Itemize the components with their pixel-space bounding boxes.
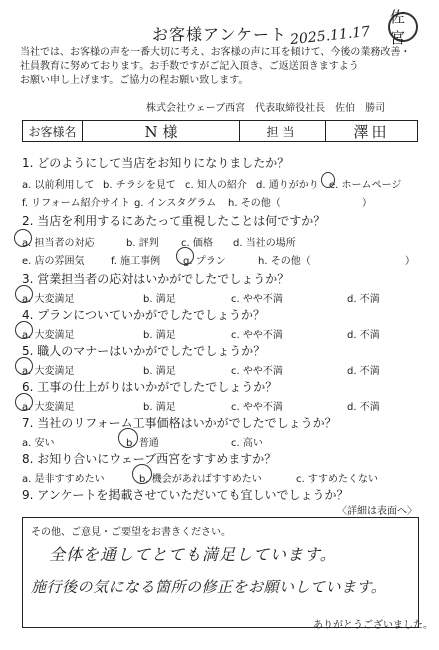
q6-option-b[interactable]: b. 満足 [143, 402, 176, 413]
question-2: 2. 当店を利用するにあたって重視したことは何ですか？ [22, 214, 326, 228]
q2-selected-circle-icon [176, 247, 194, 265]
q6-selected-circle-icon [15, 393, 33, 411]
q1-option-h[interactable]: h. その他（ [228, 198, 281, 209]
question-4: 4. プランについていかがでしたでしょうか？ [22, 308, 266, 322]
q3-option-c[interactable]: c. やや不満 [231, 294, 283, 305]
q2-option-e[interactable]: e. 店の雰囲気 [22, 256, 85, 267]
q6-option-a[interactable]: a. 大変満足 [22, 402, 75, 413]
q1-option-c[interactable]: c. 知人の紹介 [185, 180, 247, 191]
q8-option-c[interactable]: c. すすめたくない [296, 474, 378, 485]
intro-line: 社員教育に努めております。お手数ですがご記入頂き、ご返送頂きますよう [20, 61, 359, 72]
q2-option-g[interactable]: g. プラン [183, 256, 226, 267]
q1-option-a[interactable]: a. 以前利用して [22, 180, 95, 191]
q2-selected-circle-icon [14, 229, 32, 247]
q4-selected-circle-icon [15, 321, 33, 339]
q1-option-h-close: ） [362, 198, 372, 209]
question-7: 7. 当社のリフォーム工事価格はいかがでしたでしょうか？ [22, 416, 337, 430]
question-8: 8. お知り合いにウェーブ西宮をすすめますか？ [22, 452, 277, 466]
q3-option-a[interactable]: a. 大変満足 [22, 294, 75, 305]
q2-option-c[interactable]: c. 価格 [181, 238, 213, 249]
thanks-text: ありがとうございました。 [313, 620, 433, 631]
customer-name-field[interactable]: N 様 [83, 121, 240, 141]
q5-option-c[interactable]: c. やや不満 [231, 366, 283, 377]
question-1: 1. どのようにして当店をお知りになりましたか？ [22, 156, 290, 170]
q5-option-d[interactable]: d. 不満 [347, 366, 380, 377]
q1-option-e[interactable]: e. ホームページ [329, 180, 402, 191]
q2-option-b[interactable]: b. 評判 [126, 238, 159, 249]
q4-option-c[interactable]: c. やや不満 [231, 330, 283, 341]
q2-option-h[interactable]: h. その他（ [258, 256, 311, 267]
question-5: 5. 職人のマナーはいかがでしたでしょうか？ [22, 344, 266, 358]
q4-option-b[interactable]: b. 満足 [143, 330, 176, 341]
q8-option-a[interactable]: a. 是非すすめたい [22, 474, 105, 485]
q5-option-a[interactable]: a. 大変満足 [22, 366, 75, 377]
comment-line-2: 施行後の気になる箇所の修正をお願いしています。 [31, 578, 387, 596]
q6-option-d[interactable]: d. 不満 [347, 402, 380, 413]
q1-option-d[interactable]: d. 通りがかり [256, 180, 319, 191]
q8-selected-circle-icon [132, 464, 152, 484]
q4-option-a[interactable]: a. 大変満足 [22, 330, 75, 341]
detail-note: 〈詳細は表面へ〉 [337, 506, 417, 517]
comment-box[interactable] [22, 517, 419, 628]
question-3: 3. 営業担当者の応対はいかがでしたでしょうか？ [22, 272, 290, 286]
q2-option-f[interactable]: f. 施工事例 [111, 256, 161, 267]
comment-line-1: 全体を通してとても満足しています。 [49, 545, 337, 564]
q4-option-d[interactable]: d. 不満 [347, 330, 380, 341]
q1-option-b[interactable]: b. チラシを見て [103, 180, 176, 191]
intro-line: お願い申し上げます。ご協力の程お願い致します。 [20, 75, 249, 86]
q2-option-a[interactable]: a. 担当者の対応 [22, 238, 95, 249]
question-9: 9. アンケートを掲載させていただいても宜しいでしょうか？ [22, 488, 349, 502]
q7-selected-circle-icon [118, 428, 138, 448]
q2-option-d[interactable]: d. 当社の場所 [233, 238, 296, 249]
company-signature: 株式会社ウェーブ西宮 代表取締役社長 佐伯 勝司 [146, 103, 386, 114]
q3-option-d[interactable]: d. 不満 [347, 294, 380, 305]
q5-option-b[interactable]: b. 満足 [143, 366, 176, 377]
q3-option-b[interactable]: b. 満足 [143, 294, 176, 305]
handwritten-date: 2025.11.17 [289, 23, 371, 49]
intro-text [20, 46, 420, 88]
q7-option-c[interactable]: c. 高い [231, 438, 263, 449]
q2-option-h-close: ） [405, 256, 415, 267]
form-title: お客様アンケート [151, 25, 288, 44]
q8-option-b[interactable]: b. 機会があればすすめたい [139, 474, 262, 485]
q7-option-b[interactable]: b. 普通 [126, 438, 159, 449]
comment-label: その他、ご意見・ご要望をお書きください。 [31, 527, 231, 538]
q1-selected-circle-icon [321, 172, 335, 188]
question-6: 6. 工事の仕上がりはいかがでしたでしょうか？ [22, 380, 278, 394]
approval-stamp-icon: 佐宮 [388, 12, 418, 42]
intro-line: 当社では、お客様の声を一番大切に考え、お客様の声に耳を傾けて、今後の業務改善・ [20, 47, 411, 58]
staff-name-field[interactable]: 澤田 [353, 122, 390, 141]
staff-label: 担当 [240, 121, 326, 141]
q3-selected-circle-icon [15, 285, 33, 303]
customer-name-label: お客様名 [23, 121, 83, 141]
q5-selected-circle-icon [15, 357, 33, 375]
q6-option-c[interactable]: c. やや不満 [231, 402, 283, 413]
q7-option-a[interactable]: a. 安い [22, 438, 55, 449]
q1-option-g[interactable]: g. インスタグラム [134, 198, 217, 209]
q1-option-f[interactable]: f. リフォーム紹介サイト [22, 198, 130, 209]
customer-info-table [22, 120, 418, 142]
